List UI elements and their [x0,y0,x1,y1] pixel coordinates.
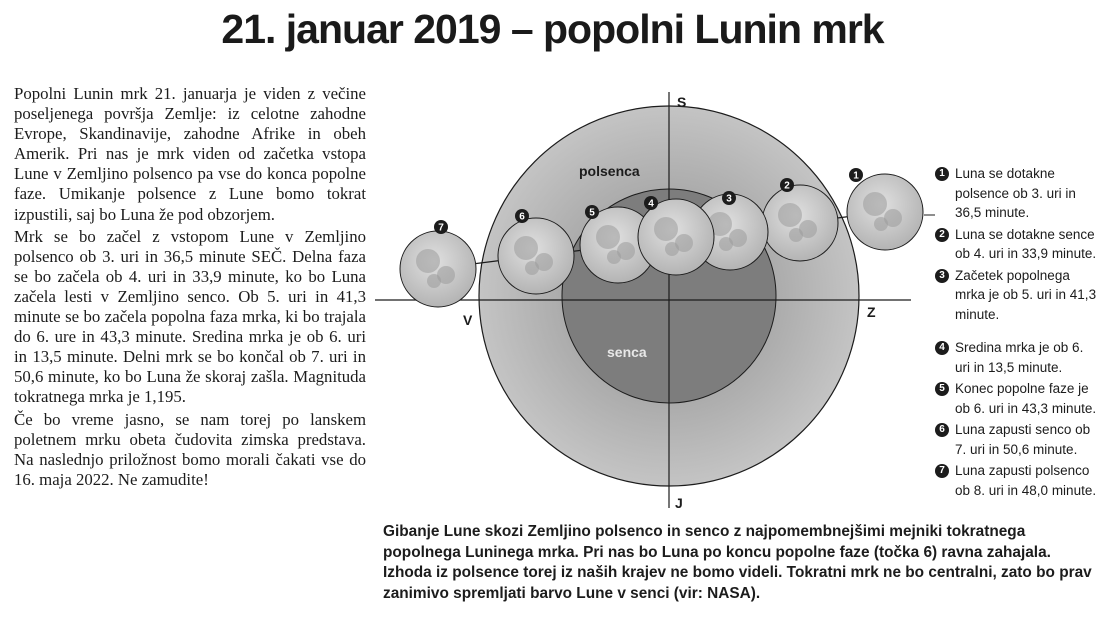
number-badge: 6 [935,423,949,437]
number-badge: 2 [935,228,949,242]
legend-item [935,379,1099,418]
marker-number: 2 [784,180,790,192]
marker-number: 7 [438,222,444,234]
north-label: S [677,94,687,110]
legend-text: Luna se dotakne polsence ob 3. uri in 36,5 minute. [955,166,1076,220]
legend-text: Luna se dotakne sence ob 4. uri in 33,9 minute. [955,226,1097,261]
number-badge: 5 [935,382,949,396]
legend-item [935,420,1099,459]
legend-text: Luna zapusti senco ob 7. uri in 50,6 minute. [955,422,1091,457]
article-paragraph: Če bo vreme jasno, se nam torej po lanskem poletnem mrku obeta čudovita zimska predstava. Na naslednjo priložnost bomo morali čakati vse do 16. maja 2022. Ne zamudite! [14,409,366,489]
east-label: V [463,312,473,328]
west-label: Z [867,304,876,320]
moon-maria [525,261,539,275]
moon-maria [654,217,678,241]
moon-disc [400,231,476,307]
moon-maria [607,250,621,264]
moon-maria [596,225,620,249]
legend-text: Konec popolne faze je ob 6. uri in 43,3 minute. [955,381,1097,416]
moon-maria [874,217,888,231]
moon-maria [789,228,803,242]
article-paragraph: Mrk se bo začel z vstopom Lune v Zemljino polsenco ob 3. uri in 36,5 minute SEČ. Delna faza se bo začela ob 4. uri in 33,9 minute, ko bo Luna začela lesti v Zemljino senco. Ob 5. uri in 41,3 minute se bo začela popolna faza mrka, ki bo trajala do 6. ure in 43,3 minute. Sredina mrka je ob 6. uri in 13,5 minute. Delni mrk se bo končal ob 7. uri in 50,6 minute, ko bo Luna že skoraj zašla. Magnituda tokratnega mrka je 1,195. [14,226,366,407]
moon-maria [427,274,441,288]
moon-maria [514,236,538,260]
legend-item [935,225,1099,264]
legend-item [935,266,1099,325]
moon-disc [847,174,923,250]
marker-number: 6 [519,211,525,223]
moon-maria [665,242,679,256]
article-body [14,84,366,490]
legend-text: Sredina mrka je ob 6. uri in 13,5 minute. [955,340,1084,375]
legend-item [935,338,1099,377]
marker-number: 1 [853,170,859,182]
marker-number: 5 [589,207,595,219]
article-paragraph: Popolni Lunin mrk 21. januarja je viden z večine poseljenega površja Zemlje: iz celotne zahodne Evrope, Skandinavije, zahodne Afrike in obeh Amerik. Pri nas je mrk viden od začetka vstopa Lune v Zemljino polsenco pa vse do konca popolne faze. Umikanje polsence z Lune bomo tokrat izpustili, saj bo Luna že pod obzorjem. [14,84,366,224]
south-label: J [675,495,683,511]
moon-maria [416,249,440,273]
legend [935,164,1099,502]
page-title: 21. januar 2019 – popolni Lunin mrk [221,6,884,52]
marker-number: 4 [648,198,654,210]
number-badge: 7 [935,464,949,478]
moon-disc [762,185,838,261]
legend-item [935,164,1099,223]
moon-maria [863,192,887,216]
moon-maria [719,237,733,251]
number-badge: 3 [935,269,949,283]
penumbra-label: polsenca [579,163,640,179]
moon-disc [638,199,714,275]
number-badge: 4 [935,341,949,355]
marker-number: 3 [726,193,732,205]
moon-disc [498,218,574,294]
moon-maria [778,203,802,227]
eclipse-diagram [355,88,935,513]
umbra-label: senca [607,344,647,360]
legend-text: Luna zapusti polsenco ob 8. uri in 48,0 minute. [955,463,1097,498]
figure-caption: Gibanje Lune skozi Zemljino polsenco in senco z najpomembnejšimi mejniki tokratnega popolnega Luninega mrka. Pri nas bo Luna po koncu popolne faze (točka 6) ravna zahajala. Izhoda iz polsence torej iz naših krajev ne bomo videli. Tokratni mrk ne bo centralni, zato bo prav zanimivo spremljati barvo Lune v senci (vir: NASA). [383,523,1092,602]
legend-item [935,461,1099,500]
legend-text: Začetek popolnega mrka je ob 5. uri in 41,3 minute. [955,267,1097,322]
number-badge: 1 [935,167,949,181]
